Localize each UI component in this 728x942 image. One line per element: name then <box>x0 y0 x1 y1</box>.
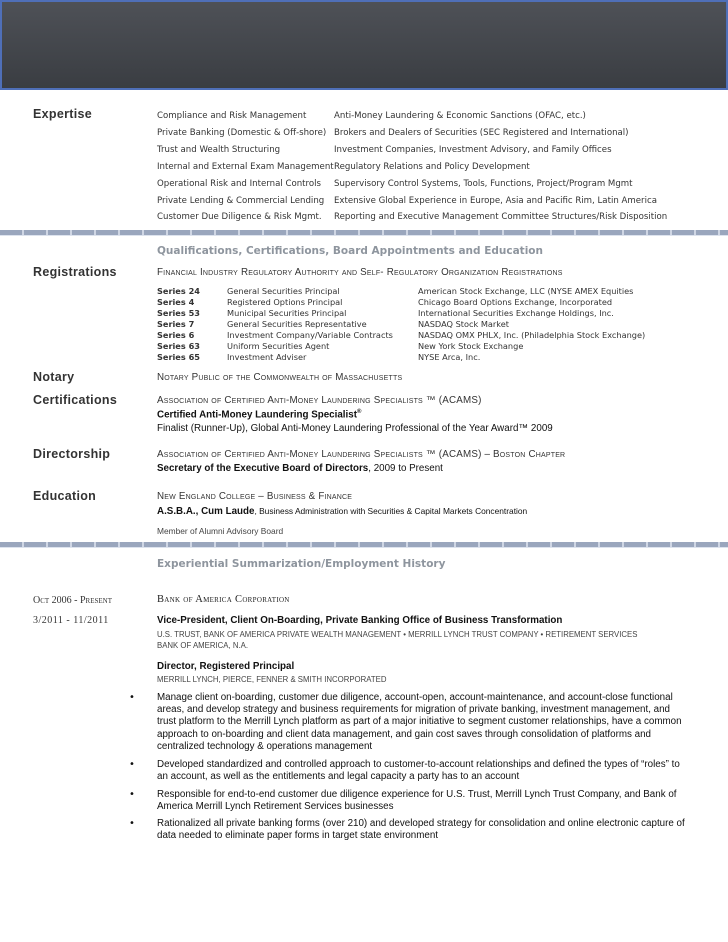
role1-entity-bank: BANK OF AMERICA, N.A. <box>157 641 248 650</box>
section-divider <box>0 230 728 235</box>
exchange-item: New York Stock Exchange <box>418 341 524 351</box>
directorship-role-title: Secretary of the Executive Board of Directors <box>157 463 369 474</box>
section-divider <box>0 542 728 547</box>
experience-section-title: Experiential Summarization/Employment History <box>157 558 446 570</box>
expertise-item: Anti-Money Laundering & Economic Sanctions (OFAC, etc.) <box>334 111 586 121</box>
education-degree-line <box>157 506 527 517</box>
role1-title: Vice-President, Client On-Boarding, Private Banking Office of Business Transformation <box>157 615 563 626</box>
expertise-item: Compliance and Risk Management <box>157 111 307 121</box>
expertise-item: Investment Companies, Investment Advisory, and Family Offices <box>334 145 612 155</box>
expertise-item: Private Banking (Domestic & Off-shore) <box>157 128 327 138</box>
expertise-item: Regulatory Relations and Policy Development <box>334 162 530 172</box>
registered-mark: ® <box>356 409 362 415</box>
expertise-item: Private Lending & Commercial Lending <box>157 196 325 206</box>
bullet-item: Manage client on-boarding, customer due diligence, account-open, account-maintenance, and account-close functional areas, and develop strategy and business requirements for migration of private banking, investment management, and trust platform to the Merrill Lynch platform as part of a major initiative to segment customer relationships, have a common approach to on-boarding and client data management, and gain cost saves through consolidation of platforms and centralized technology & operations management <box>157 692 682 752</box>
education-school: New England College – Business & Finance <box>157 491 353 502</box>
certification-award: Finalist (Runner-Up), Global Anti-Money Laundering Professional of the Year Award™ 2009 <box>157 423 553 434</box>
series-name: Registered Options Principal <box>227 297 343 307</box>
role2-title: Director, Registered Principal <box>157 661 295 672</box>
series-code: Series 63 <box>157 341 200 351</box>
directorship-organization: Association of Certified Anti-Money Laundering Specialists ™ (ACAMS) – Boston Chapter <box>157 449 566 460</box>
exchange-item: NASDAQ Stock Market <box>418 319 509 329</box>
expertise-item: Reporting and Executive Management Committee Structures/Risk Disposition <box>334 212 668 222</box>
resume-header-banner <box>0 0 728 90</box>
expertise-label: Expertise <box>33 107 92 121</box>
education-membership: Member of Alumni Advisory Board <box>157 526 284 536</box>
bullet-icon: • <box>129 692 135 703</box>
directorship-dates: , 2009 to Present <box>368 463 443 474</box>
series-code: Series 4 <box>157 297 195 307</box>
bullet-icon: • <box>129 789 135 800</box>
series-name: General Securities Representative <box>227 319 367 329</box>
exchange-item: NASDAQ OMX PHLX, Inc. (Philadelphia Stock Exchange) <box>418 330 646 340</box>
expertise-item: Operational Risk and Internal Controls <box>157 179 321 189</box>
expertise-item: Internal and External Exam Management <box>157 162 334 172</box>
education-degree: A.S.B.A., Cum Laude <box>157 506 255 517</box>
certifications-label: Certifications <box>33 393 118 407</box>
series-name: Municipal Securities Principal <box>227 308 347 318</box>
expertise-item: Customer Due Diligence & Risk Mgmt. <box>157 212 322 222</box>
expertise-item: Brokers and Dealers of Securities (SEC Registered and International) <box>334 128 629 138</box>
expertise-item: Extensive Global Experience in Europe, Asia and Pacific Rim, Latin America <box>334 196 657 206</box>
role2-entity: MERRILL LYNCH, PIERCE, FENNER & SMITH INCORPORATED <box>157 675 387 684</box>
education-label: Education <box>33 489 97 503</box>
employment-period: Oct 2006 - Present <box>33 595 113 606</box>
bullet-icon: • <box>129 818 135 829</box>
certification-title <box>157 409 361 420</box>
certification-title-text: Certified Anti-Money Laundering Specialist <box>157 409 357 421</box>
bullet-item: Responsible for end-to-end customer due diligence experience for U.S. Trust, Merrill Lynch Trust Company, and Bank of America Merrill Lynch Retirement Services businesses <box>157 789 677 813</box>
expertise-item: Supervisory Control Systems, Tools, Functions, Project/Program Mgmt <box>334 179 633 189</box>
bullet-item: Developed standardized and controlled approach to customer-to-account relationships and defined the types of “roles” to an account, as well as the entitlements and legal capacity a party has to an account <box>157 759 680 783</box>
registrations-organization: Financial Industry Regulatory Authority and Self- Regulatory Organization Registrations <box>157 267 563 278</box>
notary-label: Notary <box>33 370 75 384</box>
bullet-icon: • <box>129 759 135 770</box>
series-name: Investment Company/Variable Contracts <box>227 330 393 340</box>
series-code: Series 53 <box>157 308 200 318</box>
exchange-item: American Stock Exchange, LLC (NYSE AMEX Equities <box>418 286 634 296</box>
series-name: Investment Adviser <box>227 352 307 362</box>
exchange-item: Chicago Board Options Exchange, Incorporated <box>418 297 613 307</box>
series-code: Series 6 <box>157 330 195 340</box>
company-name: Bank of America Corporation <box>157 594 290 605</box>
bullet-item: Rationalized all private banking forms (over 210) and developed strategy for consolidation and online electronic capture of data needed to eliminate paper forms in target state environment <box>157 818 685 842</box>
directorship-label: Directorship <box>33 447 111 461</box>
series-code: Series 7 <box>157 319 195 329</box>
role1-entities: U.S. TRUST, BANK OF AMERICA PRIVATE WEALTH MANAGEMENT • MERRILL LYNCH TRUST COMPANY • RETIREMENT SERVICES <box>157 630 638 639</box>
role-dates: 3/2011 - 11/2011 <box>33 615 109 626</box>
directorship-role <box>157 463 443 474</box>
education-major: , Business Administration with Securities & Capital Markets Concentration <box>254 506 528 516</box>
series-code: Series 65 <box>157 352 200 362</box>
exchange-item: International Securities Exchange Holdings, Inc. <box>418 308 614 318</box>
expertise-item: Trust and Wealth Structuring <box>157 145 281 155</box>
exchange-item: NYSE Arca, Inc. <box>418 352 481 362</box>
notary-text: Notary Public of the Commonwealth of Massachusetts <box>157 372 403 383</box>
registrations-label: Registrations <box>33 265 117 279</box>
series-name: Uniform Securities Agent <box>227 341 330 351</box>
qualifications-section-title: Qualifications, Certifications, Board Appointments and Education <box>157 245 543 257</box>
series-code: Series 24 <box>157 286 200 296</box>
series-name: General Securities Principal <box>227 286 340 296</box>
certification-organization: Association of Certified Anti-Money Laundering Specialists ™ (ACAMS) <box>157 395 482 406</box>
